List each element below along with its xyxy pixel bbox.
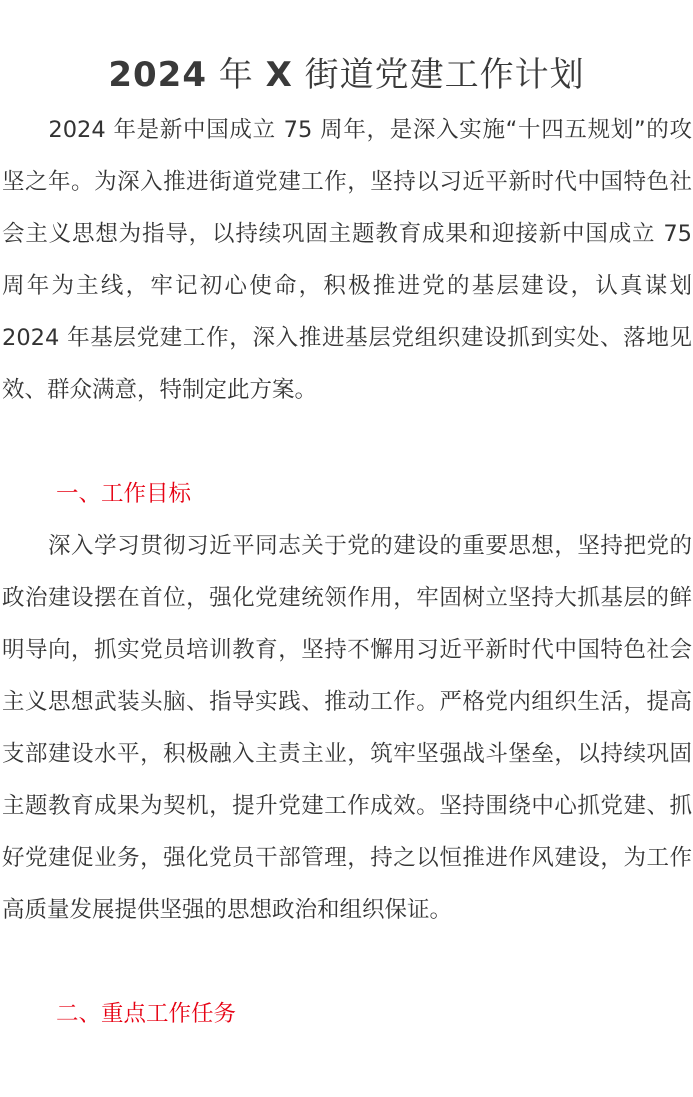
section-heading-goals: 一、工作目标: [56, 481, 192, 507]
intro-paragraph: 2024 年是新中国成立 75 周年，是深入实施“十四五规划”的攻坚之年。为深入推进街道党建工作，坚持以习近平新时代中国特色社会主义思想为指导，以持续巩固主题教育成果和迎接新中国成立 75 周年为主线，牢记初心使命，积极推进党的基层建设，认真谋划 2024 年基层党建工作，深入推进基层党组织建设抓到实处、落地见效、群众满意，特制定此方案。: [2, 117, 692, 403]
title-year: 2024: [108, 54, 207, 95]
title-text: 街道党建工作计划: [292, 54, 585, 95]
document-title: [0, 51, 693, 99]
title-year-suffix: 年: [206, 54, 266, 95]
section-heading-key-tasks: 二、重点工作任务: [56, 1001, 237, 1027]
title-street-name: X: [265, 54, 293, 95]
goals-paragraph: 深入学习贯彻习近平同志关于党的建设的重要思想，坚持把党的政治建设摆在首位，强化党建统领作用，牢固树立坚持大抓基层的鲜明导向，抓实党员培训教育，坚持不懈用习近平新时代中国特色社会主义思想武装头脑、指导实践、推动工作。严格党内组织生活，提高支部建设水平，积极融入主责主业，筑牢坚强战斗堡垒，以持续巩固主题教育成果为契机，提升党建工作成效。坚持围绕中心抓党建、抓好党建促业务，强化党员干部管理，持之以恒推进作风建设，为工作高质量发展提供坚强的思想政治和组织保证。: [2, 533, 692, 923]
